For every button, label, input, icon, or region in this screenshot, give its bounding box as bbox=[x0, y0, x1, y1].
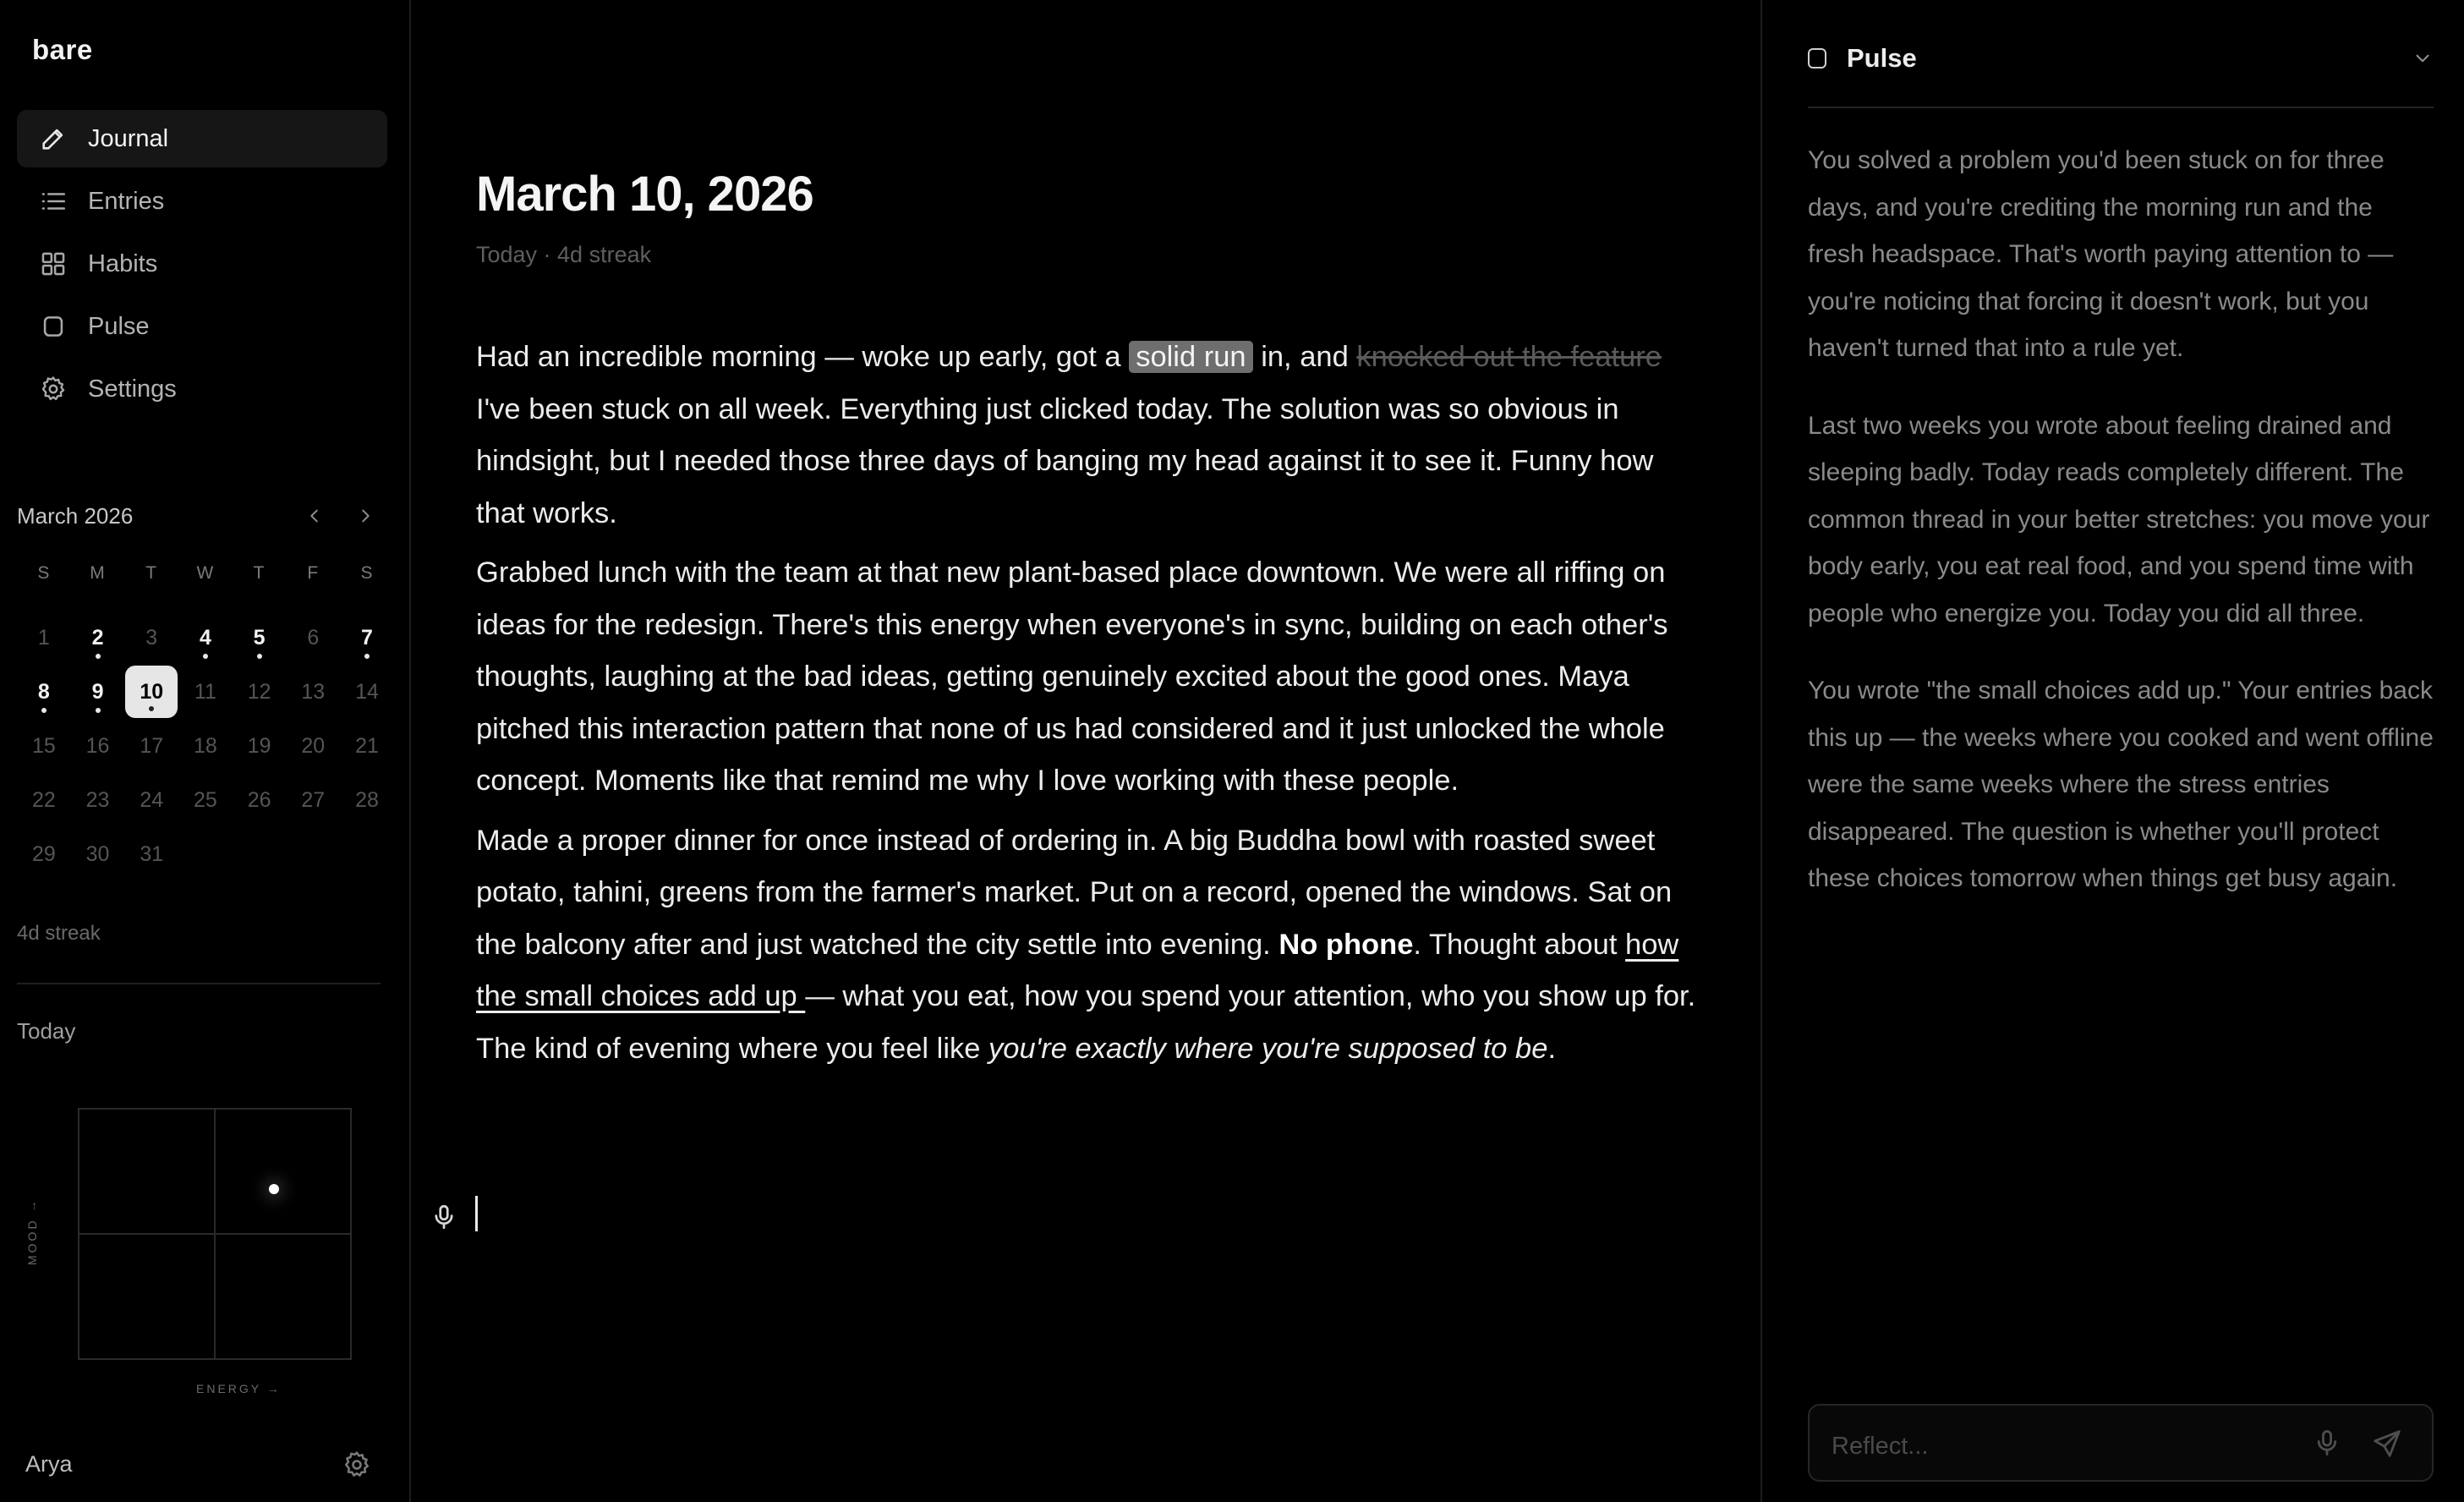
sidebar-item-label: Settings bbox=[88, 375, 177, 403]
calendar-day[interactable] bbox=[124, 719, 178, 773]
chevron-right-icon bbox=[356, 507, 375, 525]
mood-energy-grid[interactable] bbox=[78, 1108, 352, 1360]
calendar-day[interactable] bbox=[17, 719, 71, 773]
calendar-day-number: 27 bbox=[301, 787, 326, 812]
calendar-prev-button[interactable] bbox=[301, 502, 328, 529]
text-cursor bbox=[475, 1196, 478, 1231]
sidebar-item-journal[interactable] bbox=[17, 110, 387, 167]
calendar-day[interactable] bbox=[71, 665, 125, 719]
calendar-day-number: 16 bbox=[85, 733, 110, 758]
calendar-day-number: 22 bbox=[31, 787, 56, 812]
text-run: Made a proper dinner for once instead of ordering in. A big Buddha bowl with roasted sweet potato, tahini, greens from the farmer's market. Put on a record, opened the windows. Sat on the balcony after and just watched the city settle into evening. bbox=[476, 824, 1673, 961]
calendar-day-number: 18 bbox=[194, 733, 217, 758]
calendar-day[interactable] bbox=[233, 719, 287, 773]
microphone-icon[interactable] bbox=[430, 1203, 458, 1231]
calendar-day[interactable] bbox=[233, 665, 287, 719]
calendar-day-number: 31 bbox=[140, 841, 164, 866]
calendar-day-number: 9 bbox=[91, 679, 104, 704]
entry-meta: Today · 4d streak bbox=[476, 242, 652, 267]
calendar-day-number: 11 bbox=[194, 679, 216, 704]
entry-indicator-dot bbox=[364, 654, 370, 659]
energy-axis-label: ENERGY → bbox=[196, 1382, 282, 1395]
weekday-label: M bbox=[90, 563, 106, 583]
calendar-day-number: 24 bbox=[140, 787, 164, 812]
entry-date-title: March 10, 2026 bbox=[476, 167, 813, 222]
text-run: — what you eat, how you spend your attention, who you show up for. The kind of evening where you feel like bbox=[476, 980, 1696, 1065]
calendar-month-title: March 2026 bbox=[17, 502, 134, 529]
reflect-box bbox=[1808, 1404, 2434, 1482]
italic-text: you're exactly where you're supposed to be bbox=[988, 1032, 1548, 1065]
insight-paragraph: Last two weeks you wrote about feeling drained and sleeping badly. Today reads completely different. The common thread in your better stretches: you move your body early, you eat real food, and you spend time with people who energize you. Today you did all three. bbox=[1808, 411, 2430, 628]
list-icon bbox=[39, 187, 68, 216]
entry-text-area[interactable] bbox=[476, 332, 1702, 1083]
reflect-input[interactable] bbox=[1832, 1429, 2305, 1463]
calendar-day[interactable] bbox=[178, 719, 233, 773]
calendar-day[interactable] bbox=[340, 719, 394, 773]
weekday-label: T bbox=[253, 563, 266, 583]
calendar-day-number: 4 bbox=[199, 625, 211, 650]
calendar-day-number: 28 bbox=[355, 787, 379, 812]
pulse-header[interactable] bbox=[1808, 37, 2434, 79]
chevron-left-icon bbox=[305, 507, 324, 525]
streak-label: 4d streak bbox=[17, 922, 101, 945]
calendar-day-number: 10 bbox=[125, 666, 178, 718]
calendar-day[interactable] bbox=[71, 827, 125, 881]
calendar-day-number: 21 bbox=[355, 733, 379, 758]
grid-icon bbox=[39, 249, 68, 278]
calendar-day[interactable] bbox=[124, 827, 178, 881]
sidebar-nav bbox=[17, 110, 387, 423]
entry-indicator-dot bbox=[41, 708, 47, 713]
chevron-down-icon[interactable] bbox=[2412, 47, 2434, 69]
insight-paragraph: You wrote "the small choices add up." Your entries back this up — the weeks where you cooked and went offline were the same weeks where the stress entries disappeared. The question is whether you'll protect these choices tomorrow when things get busy again. bbox=[1808, 677, 2434, 892]
divider bbox=[17, 983, 381, 984]
calendar-day[interactable] bbox=[17, 665, 71, 719]
pulse-title: Pulse bbox=[1847, 43, 1917, 73]
calendar-day-number: 20 bbox=[301, 733, 326, 758]
microphone-icon[interactable] bbox=[2312, 1428, 2342, 1458]
gear-icon bbox=[39, 375, 68, 403]
calendar-day-number: 5 bbox=[253, 625, 266, 650]
calendar-day[interactable] bbox=[71, 611, 125, 665]
send-icon[interactable] bbox=[2371, 1428, 2403, 1460]
weekday-label: S bbox=[37, 563, 51, 583]
calendar-day[interactable] bbox=[233, 611, 287, 665]
calendar-day-today[interactable] bbox=[124, 665, 178, 719]
calendar-day[interactable] bbox=[340, 611, 394, 665]
user-name[interactable]: Arya bbox=[25, 1451, 73, 1477]
mood-energy-marker[interactable] bbox=[269, 1184, 279, 1194]
sidebar-item-pulse[interactable] bbox=[17, 298, 387, 355]
weekday-label: T bbox=[145, 563, 158, 583]
calendar-day[interactable] bbox=[71, 773, 125, 827]
calendar-day-number: 26 bbox=[247, 787, 271, 812]
calendar-day[interactable] bbox=[340, 665, 394, 719]
text-run: . bbox=[1547, 1032, 1557, 1065]
app-logo: bare bbox=[32, 34, 93, 65]
calendar-day-number: 17 bbox=[140, 733, 164, 758]
entry-indicator-dot bbox=[257, 654, 262, 659]
calendar-day[interactable] bbox=[17, 773, 71, 827]
sidebar-item-habits[interactable] bbox=[17, 235, 387, 293]
sidebar-item-settings[interactable] bbox=[17, 360, 387, 418]
calendar-next-button[interactable] bbox=[352, 502, 379, 529]
pulse-insights bbox=[1808, 137, 2434, 933]
calendar-day-number: 19 bbox=[247, 733, 271, 758]
insight-paragraph: You solved a problem you'd been stuck on for three days, and you're crediting the morning run and the fresh headspace. That's worth paying attention to — you're noticing that forcing it doesn't work, but you haven't turned that into a rule yet. bbox=[1808, 146, 2394, 362]
calendar-day[interactable] bbox=[178, 611, 233, 665]
text-run: . Thought about bbox=[1413, 928, 1626, 961]
calendar-day[interactable] bbox=[178, 773, 233, 827]
entry-paragraph: Grabbed lunch with the team at that new plant-based place downtown. We were all riffing on ideas for the redesign. There's this energy when everyone's in sync, building on each other's thoughts, laughing at the bad ideas, getting genuinely excited about the good ones. Maya pitched this interaction pattern that none of us had considered and it just unlocked the whole concept. Moments like that remind me why I love working with these people. bbox=[476, 556, 1668, 797]
calendar-day-number: 23 bbox=[85, 787, 110, 812]
journal-editor bbox=[413, 0, 1760, 1502]
text-run: Had an incredible morning — woke up early, got a bbox=[476, 341, 1130, 373]
calendar-day[interactable] bbox=[286, 665, 340, 719]
today-label: Today bbox=[17, 1018, 76, 1044]
sidebar bbox=[0, 0, 411, 1502]
bold-text: No phone bbox=[1279, 928, 1414, 961]
calendar-day[interactable] bbox=[340, 773, 394, 827]
calendar-day[interactable] bbox=[286, 719, 340, 773]
pencil-icon bbox=[39, 124, 68, 153]
calendar-day-number: 3 bbox=[145, 625, 158, 650]
highlighted-text: solid run bbox=[1129, 341, 1252, 373]
calendar-day-number: 15 bbox=[31, 733, 56, 758]
entry-paragraph bbox=[476, 815, 1702, 1076]
sidebar-item-label: Entries bbox=[88, 187, 165, 215]
calendar-day-number: 7 bbox=[361, 625, 373, 650]
entry-indicator-dot bbox=[203, 654, 208, 659]
sidebar-item-entries[interactable] bbox=[17, 173, 387, 230]
text-run: I've been stuck on all week. Everything just clicked today. The solution was so obvious in hindsight, but I needed those three days of banging my head against it to see it. Funny how that works. bbox=[476, 392, 1654, 529]
calendar-day-number: 6 bbox=[307, 625, 320, 650]
calendar-day[interactable] bbox=[124, 773, 178, 827]
calendar-day[interactable] bbox=[124, 611, 178, 665]
calendar-header bbox=[17, 499, 387, 533]
calendar-day-number: 13 bbox=[301, 679, 326, 704]
divider bbox=[1808, 107, 2434, 108]
text-run: in, and bbox=[1252, 341, 1357, 373]
entry-indicator-dot bbox=[96, 654, 101, 659]
calendar-day-number: 2 bbox=[91, 625, 104, 650]
underlined-text: how the small choices add up bbox=[476, 928, 1679, 1012]
square-icon bbox=[39, 312, 68, 341]
sidebar-item-label: Pulse bbox=[88, 312, 150, 340]
calendar-day[interactable] bbox=[286, 611, 340, 665]
mood-axis-label: MOOD → bbox=[25, 1198, 39, 1265]
entry-indicator-dot bbox=[96, 708, 101, 713]
sidebar-item-label: Journal bbox=[88, 124, 169, 152]
calendar-day[interactable] bbox=[286, 773, 340, 827]
calendar-day-number: 30 bbox=[85, 841, 110, 866]
calendar-day[interactable] bbox=[233, 773, 287, 827]
entry-paragraph bbox=[476, 332, 1702, 540]
strikethrough-text: knocked out the feature bbox=[1356, 341, 1662, 373]
calendar-day-number: 12 bbox=[247, 679, 271, 704]
calendar-day-number: 25 bbox=[194, 787, 217, 812]
calendar-day[interactable] bbox=[71, 719, 125, 773]
calendar-day[interactable] bbox=[17, 827, 71, 881]
calendar-day-number: 8 bbox=[37, 679, 50, 704]
gear-icon[interactable] bbox=[342, 1450, 372, 1480]
calendar-day-number: 29 bbox=[31, 841, 56, 866]
pulse-panel bbox=[1760, 0, 2464, 1502]
sidebar-item-label: Habits bbox=[88, 249, 158, 277]
calendar-day-number: 1 bbox=[37, 625, 50, 650]
calendar-day[interactable] bbox=[178, 665, 233, 719]
square-icon bbox=[1808, 48, 1826, 69]
calendar-grid bbox=[17, 556, 394, 881]
grid-line bbox=[79, 1233, 350, 1235]
weekday-label: F bbox=[307, 563, 320, 583]
weekday-label: W bbox=[196, 563, 215, 583]
calendar-day-number: 14 bbox=[355, 679, 379, 704]
calendar-day[interactable] bbox=[17, 611, 71, 665]
weekday-label: S bbox=[360, 563, 374, 583]
